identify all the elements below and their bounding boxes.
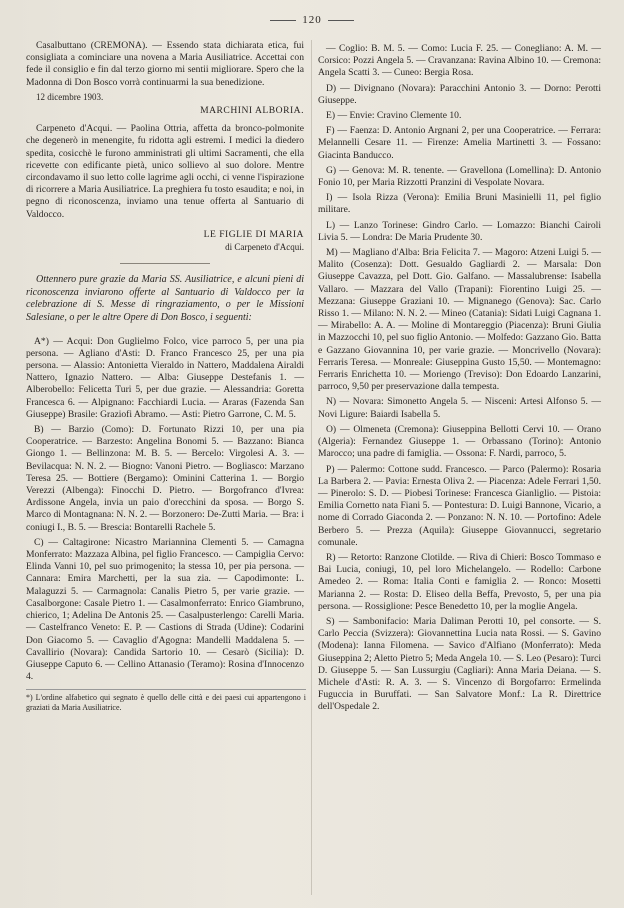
entries-c: C) — Caltagirone: Nicastro Mariannina Clementi 5. — Camagna Monferrato: Mazzaza Albina, pel figlio Francesco. — Campiglia Cervo: Elinda Vanni 10, pel suo primogenito; la stessa 10, per pia persona. — Cannara: Emira Marchetti, per la sua zia. — Capodimonte: L. Malaguzzi 5. — Carmagnola: Canalis Pietro 5, per varie grazie. — Casalborgone: Casale Pietro 1. — Casalmonferrato: Enrico Giambruno, chierico, 1; Adelina De Antonis 25. — Casalpusterlengo: Carelli Maria. — Castelfranco Veneto: E. P. — Castions di Strada (Udine): Codarini Don Giacomo 5. — Cavaglio d'Agogna: Mandelli Maddalena 5. — Cavallirio (Novara): Candida Sartorio 10. — Cesarò (Sicilia): D. Giuseppe Caputo 6. — Cellino Attanasio (Teramo): Rosina d'Innocenzo 4.: [26, 536, 304, 683]
entries-m: M) — Magliano d'Alba: Bria Felicita 7. — Magoro: Atzeni Luigi 5. — Malito (Cosenza): Dott. Gesualdo Gagliardi 2. — Marsala: Don Giuseppe Cavazza, pel Dott. Gio. Galfano. — Massalubrense: Isabella Vallaro. — Mazzara del Vallo (Trapani): Fiorentino Luigi 25. — Mezzana: Giuseppe Graziani 10. — Mignanego (Genova): Sac. Carlo Risso 1. — Milano: N. N. 2. — Mineo (Catania): Sidati Luigi Cagnana 1. — Mirabello: A. A. — Moline di Montareggio (Piacenza): Bruni Giulia in Mazzocchi 10, pel suo figlio Antonio. — Molfedo: Gazzano Gio. Batta e Gazzano Giovannina 10, per varie grazie. — Moncrivello (Novara): Ferraris Teresa. — Monreale: Giuseppina Gusto 15,50. — Montemagno: Ferraris Enrichetta 10. — Moriengo (Treviso): Don Edoardo Lanzarini, parroco, 9,50 per preservazione dalla tempesta.: [318, 247, 601, 393]
left-column: [26, 40, 304, 713]
right-column: [318, 40, 601, 714]
entries-s: S) — Sambonifacio: Maria Daliman Perotti 10, pel consorte. — S. Carlo Peccia (Svizzera): Giovannettina Lucia nata Rossi. — S. Gavino (Modena): Ianna Filomena. — Savico d'Alfiano (Monferrato): Meda Giuseppina 2; Aletto Pietro 5; Meda Angela 10. — S. Leo (Pesaro): Turci D. Giuseppe 5. — San Lussurgiu (Cagliari): Anna Maria Deiana. — S. Michele d'Asti: R. A. 3. — S. Vincenzo di Borgofarro: Ermelinda Fuguccia in Buruffati. — San Salvatore Monf.: La R. Direttrice dell'Ospedale 2.: [318, 615, 601, 713]
section-divider: [120, 263, 210, 264]
letter-signature-place: di Carpeneto d'Acqui.: [225, 242, 304, 253]
entries-c-cont: — Coglio: B. M. 5. — Como: Lucia F. 25. — Conegliano: A. M. — Corsico: Pozzi Angela 5. — Cravanzana: Ravina Albino 10. — Cremona: Angela Scatti 3. — Cuneo: Bergia Rosa.: [318, 43, 601, 79]
letter-signature-2: LE FIGLIE DI MARIA: [203, 228, 304, 240]
entries-i: I) — Isola Rizza (Verona): Emilia Bruni Masinielli 11, pel figlio militare.: [318, 192, 601, 216]
page-number: 120: [0, 14, 624, 26]
entries-d: D) — Divignano (Novara): Paracchini Antonio 3. — Dorno: Perotti Giuseppe.: [318, 82, 601, 106]
entries-n: N) — Novara: Simonetto Angela 5. — Nisceni: Artesi Alfonso 5. — Novi Ligure: Baiardi Isabella 5.: [318, 396, 601, 420]
entries-l: L) — Lanzo Torinese: Gindro Carlo. — Lomazzo: Bianchi Cairoli Livia 5. — Londra: De Maria Prudente 30.: [318, 219, 601, 243]
entries-p: P) — Palermo: Cottone sudd. Francesco. — Parco (Palermo): Rosaria La Barbera 2. — Pavia: Ernesta Oliva 2. — Piacenza: Adele Ferrari 1,50. — Pinerolo: S. D. — Piobesi Torinese: Francesca Gianliglio. — Pistoia: Emilia Cornetto nata Fiani 5. — Pontestura: D. Luigi Bannone, Vicario, a nome di Corrado Giaconda 2. — Ponzano: N. N. 10. — Portofino: Adele Berbero 5. — Prezza (Aquila): Giuseppe Giovannucci, segretario comunale.: [318, 463, 601, 548]
graces-intro: Ottennero pure grazie da Maria SS. Ausiliatrice, e alcuni pieni di riconoscenza inviarono offerte al Santuario di Valdocco per la celebrazione di S. Messe di ringraziamento, o per le Missioni Salesiane, o per le altre Opere di Don Bosco, i seguenti:: [26, 274, 304, 324]
letter-casalbuttano: Casalbuttano (CREMONA). — Essendo stata dichiarata etica, fui consigliata a cominciare una novena a Maria Ausiliatrice. Accettai con fede il consiglio e fin dal terzo giorno mi sentii migliorare. Spero che la Madonna di Don Bosco vorrà continuarmi la sua benedizione.: [26, 40, 304, 88]
entries-f: F) — Faenza: D. Antonio Argnani 2, per una Cooperatrice. — Ferrara: Melannelli Cesare 11. — Firenze: Amelia Martinetti 3. — Fossano: Giacinta Banducco.: [318, 125, 601, 161]
entries-g: G) — Genova: M. R. tenente. — Gravellona (Lomellina): D. Antonio Fonio 10, per Maria Rizzotti Pranzini di Vespolate Novara.: [318, 164, 601, 189]
entries-o: O) — Olmeneta (Cremona): Giuseppina Bellotti Cervi 10. — Orano (Algeria): Fernandez Giuseppe 1. — Orbassano (Torino): Antonio Marocco; una padre di famiglia. — Ossona: F. Nardi, parroco, 5.: [318, 423, 601, 460]
entries-r: R) — Retorto: Ranzone Clotilde. — Riva di Chieri: Bosco Tommaso e Bai Lucia, coniugi, 10, pel loro Michelangelo. — Rodello: Carbone Amedeo 2. — Roma: Italia Conti e famiglia 2. — Ronco: Mosetti Marianna 2. — Rosta: D. Eliseo della Beffa, Prevosto, 5, per una pia persona. — Rossiglione: Pesce Benedetto 10, per la moglie Angela.: [318, 551, 601, 612]
entries-e: E) — Envie: Cravino Clemente 10.: [326, 110, 462, 122]
entries-a: A*) — Acqui: Don Guglielmo Folco, vice parroco 5, per una pia persona. — Agliano d'Asti: D. Franco Francesco 25, per una pia persona. — Alassio: Antonietta Vieraldo in Nattero, Maddalena Airaldi Nattero, Ignazio Nattero. — Alba: Giuseppe Destefanis 1. — Alberobello: Felicetta Turi 5, per due grazie. — Alessandria: Goretta Francesca 6. — Alpignano: Facchiardi Lucia. — Araras (Fazenda San Giuseppe) Brasile: Graziofi Abramo. — Asti: Pietro Garrone, C. M. 5.: [26, 335, 304, 420]
letter-carpeneto: Carpeneto d'Acqui. — Paolina Ottria, affetta da bronco-polmonite che degenerò in menengite, fu ridotta agli estremi. I medici la diedero spedita, cosicchè le furono amministrati gli ultimi Sacramenti, che ella ricevette con edificante pietà, unico sollievo al suo dolore. Mentre circondavamo il suo letto colle lagrime agli occhi, ci venne l'ispirazione di ricorrere a Maria Ausiliatrice. La preghiera fu tosto esaudita; e noi, in pegno di riconoscenza, inviamo una tenue offerta al Santuario di Valdocco.: [26, 123, 304, 220]
entries-b: B) — Barzio (Como): D. Fortunato Rizzi 10, per una pia Cooperatrice. — Barzesto: Angelina Bonomi 5. — Bazzano: Bianca Giongo 1. — Bellinzona: M. B. 5. — Bercelo: Virgolesi A. 3. — Bevilacqua: N. N. 2. — Biogno: Vanoni Pietro. — Bogliasco: Marzano Teresa 25. — Bottiere (Bergamo): Ominini Catterina 1. — Borgio Verezzi (Albenga): Finocchi D. Pietro. — Borgofranco d'Ivrea: Ardissone Angela, invia un paio d'orecchini da sposa. — Borgo S. Marco di Montagnana: N. N. 2. — Borzonero: De-Zutti Maria. — Bra: i coniugi I., B. 5. — Brescia: Bontarelli Rachele 5.: [26, 424, 304, 533]
footnote: *) L'ordine alfabetico qui segnato è quello delle città e dei paesi cui appartengono i graziati da Maria Ausiliatrice.: [26, 689, 306, 713]
letter-signature: MARCHINI ALBORIA.: [200, 105, 304, 117]
column-divider: [311, 40, 312, 895]
letter-date: 12 dicembre 1903.: [36, 91, 104, 102]
